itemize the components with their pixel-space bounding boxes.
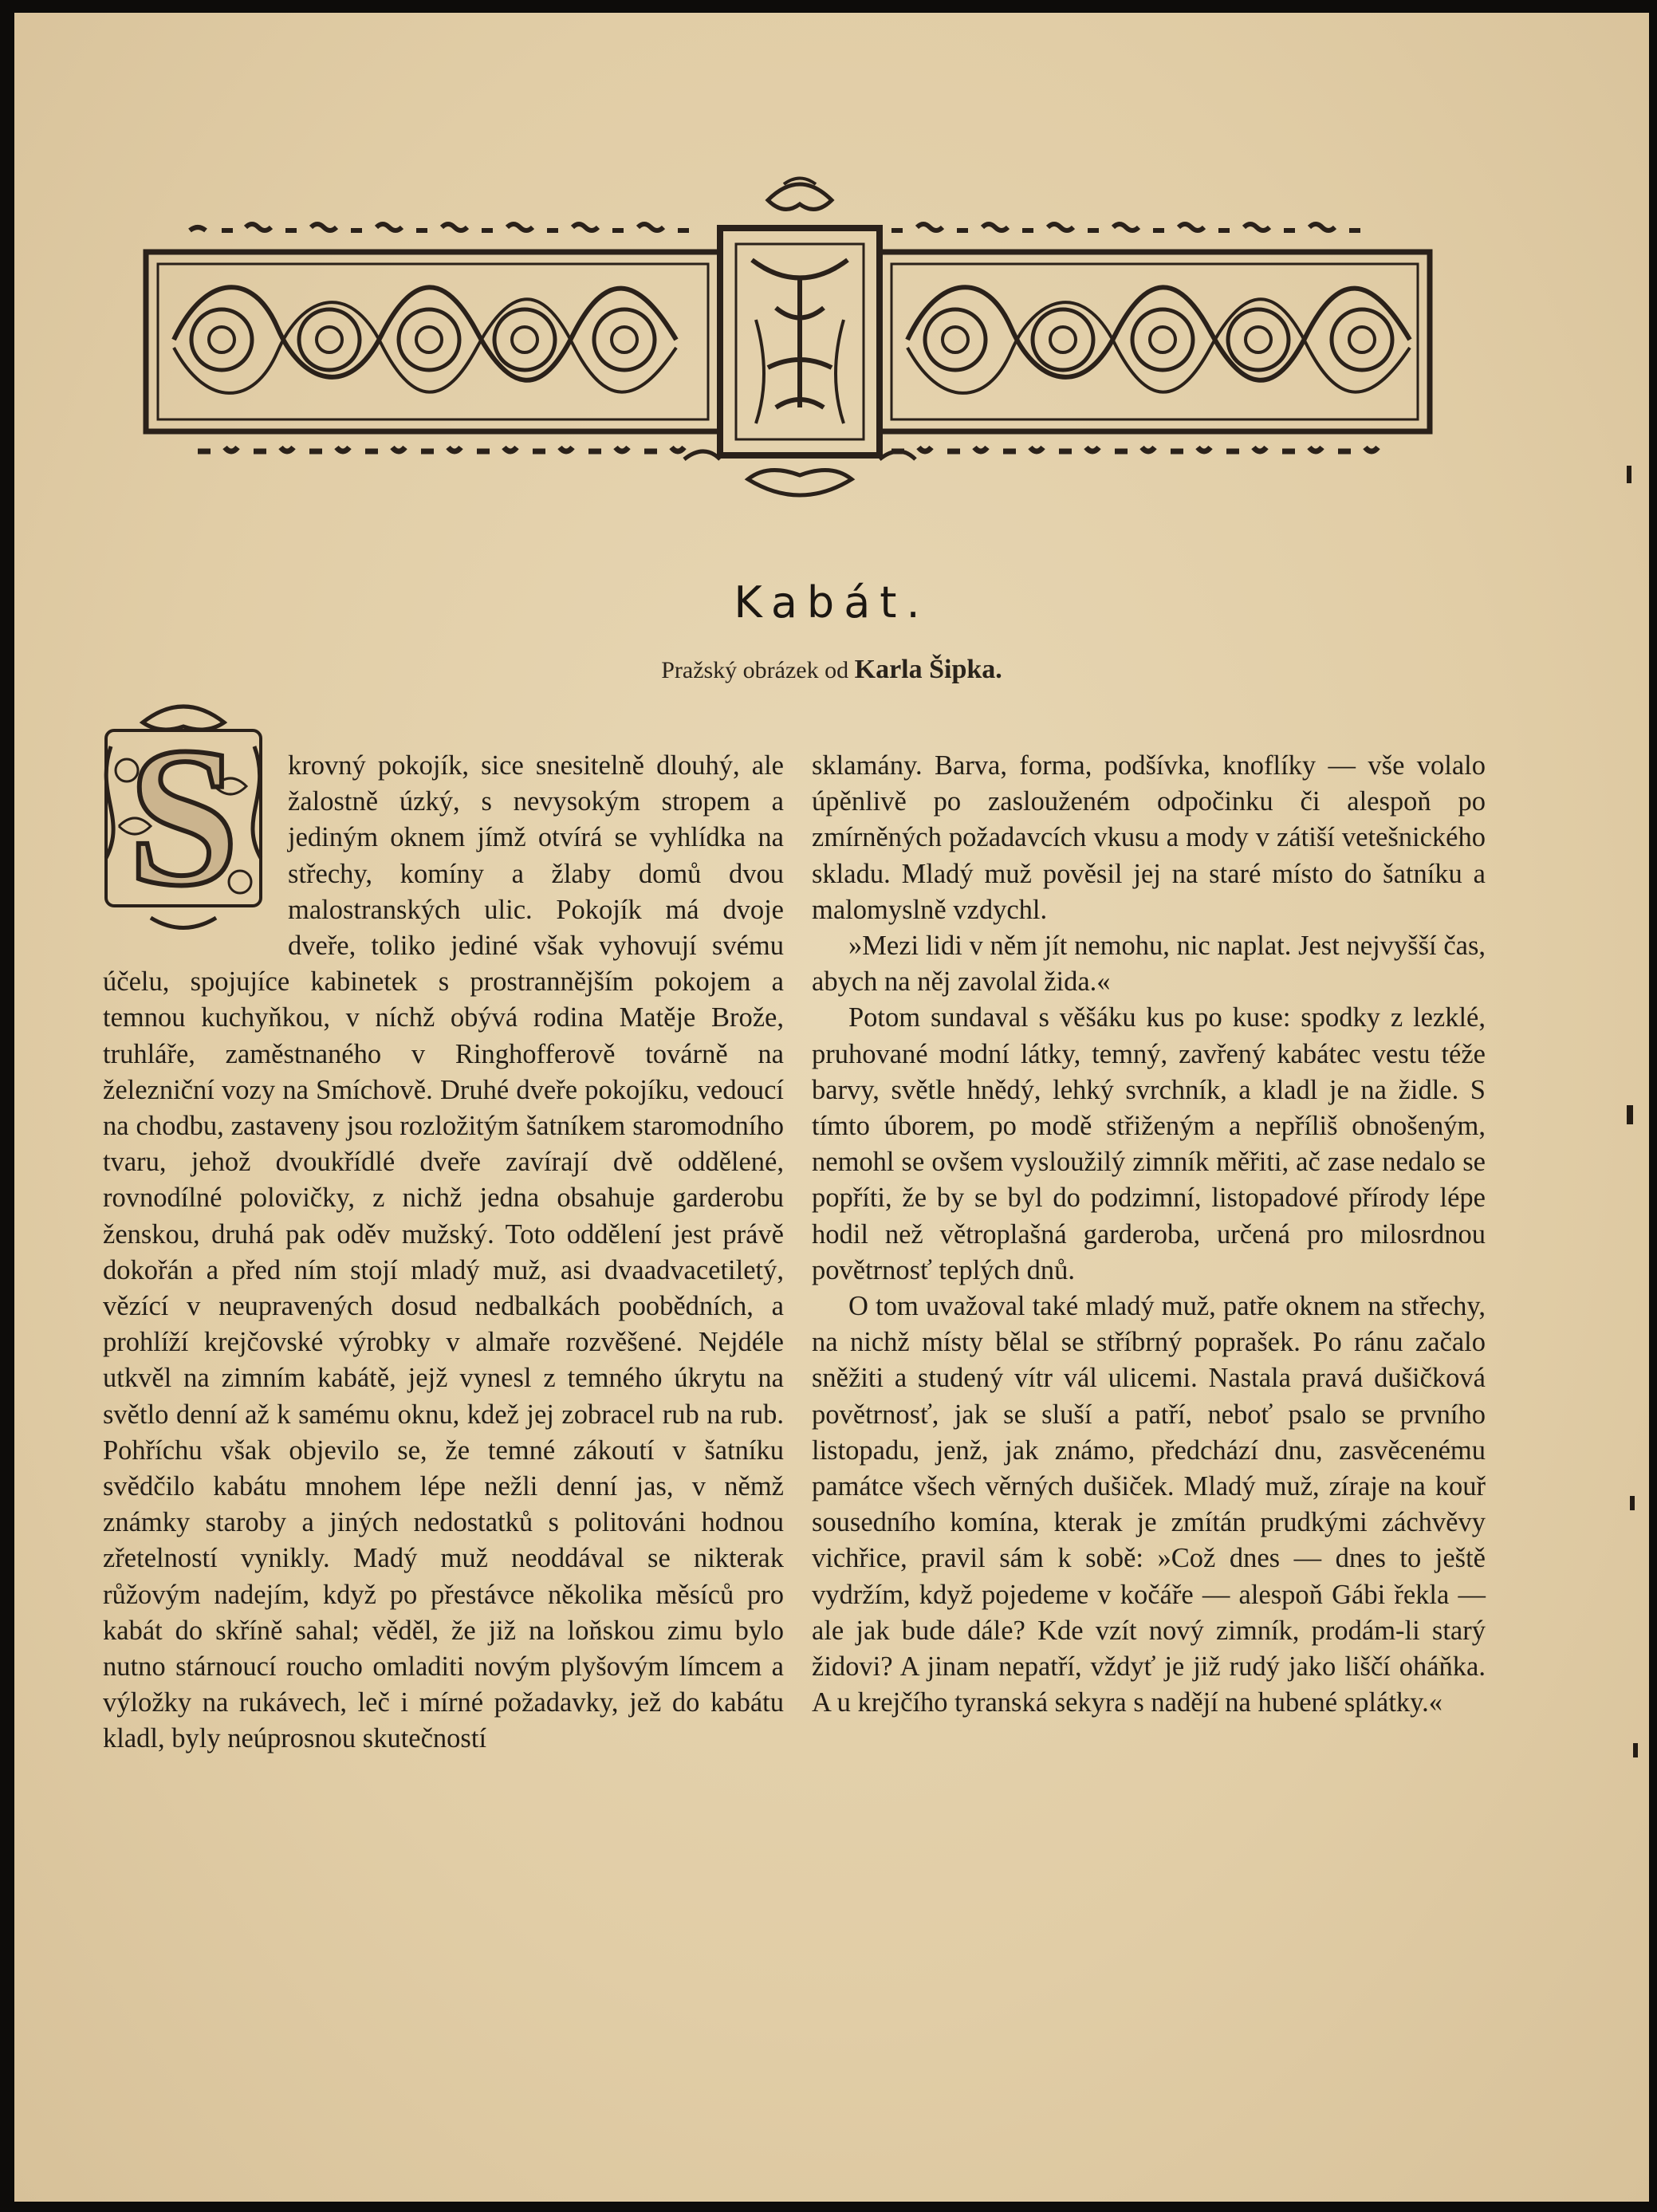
paragraph: krovný pokojík, sice snesitelně dlouhý, ale žalostně úzký, s nevysokým stropem a jediným oknem jímž otvírá se vyhlídka na střechy, komíny a žlaby domů dvou malostranských ulic. Pokojík má dvoje dveře, toliko jediné však vyhovují svému účelu, spojujíce kabinetek s prostrannějším pokojem a temnou kuchyňkou, v níchž obývá rodina Matěje Brože, truhláře, zaměstnaného v Ringhofferově továrně na železniční vozy na Smíchově. Druhé dveře pokojíku, vedoucí na chodbu, zastaveny jsou rozložitým šatníkem staromodního tvaru, jehož dvoukřídlé dveře zavírají dvě oddělené, rovnodílné polovičky, z nichž jedna obsahuje garderobu ženskou, druhá pak oděv mužský. Toto oddělení jest právě dokořán a před ním stojí mladý muž, asi dvaadvacetiletý, vězící v neupravených dosud nedbalkách poobědních, a prohlíží krejčovské výrobky v almaře rozvěšené. Nejdéle utkvěl na zimním kabátě, jejž vynesl z temného úkrytu na světlo denní až k samému oknu, kdež jej zobracel rub na rub. Pohříchu však objevilo se, že temné zákoutí v šatníku svědčilo kabátu mnohem lépe nežli denní jas, v němž známky staroby a jiných nedostatků s politováni hodnou zřetelností vynikly. Madý muž neoddával se nikterak růžovým nadejím, když po přestávce několika měsíců pro kabát do skříně sahal; věděl, že již na loňskou zimu bylo nutno stárnoucí roucho omladiti novým plyšovým límcem a výložky na rukávech, leč i mírné požadavky, jež do kabátu kladl, byly neúprosnou skutečností: [103, 750, 784, 1754]
left-column: [103, 707, 784, 1757]
paragraph: sklamány. Barva, forma, podšívka, knoflíky — vše volalo úpěnlivě po zaslouženém odpočinku či alespoň po zmírněných požadavcích vkusu a mody v zátiší vetešnického skladu. Mladý muž pověsil jej na staré místo do šatníku a malomyslně vzdychl.: [812, 750, 1486, 925]
edge-mark: [1633, 1743, 1638, 1757]
article-author: Karla Šipka.: [854, 655, 1002, 684]
decorative-initial: [95, 699, 272, 935]
ornamental-headpiece: [126, 168, 1450, 511]
edge-mark: [1630, 1496, 1635, 1510]
paragraph: O tom uvažoval také mladý muž, patře oknem na střechy, na nichž místy bělal se stříbrný poprašek. Po ránu začalo sněžiti a studený vítr vál ulicemi. Nastala pravá dušičková povětrnosť, jak se sluší a patří, neboť psalo se prvního listopadu, jenž, jak známo, předchází dnu, zasvěcenému památce všech věrných dušiček. Mladý muž, zíraje na kouř sousedního komína, kterak je zmítán prudkými záchvěvy vichřice, pravil sám k sobě: »Což dnes — dnes to ještě vydržím, když pojedeme v kočáře — alespoň Gábi řekla — ale jak bude dále? Kde vzít nový zimník, prodám-li starý židovi? A jinam nepatří, vždyť je již rudý jako liščí oháňka. A u krejčího tyranská sekyra s nadějí na hubené splátky.«: [812, 1291, 1486, 1718]
article-title: Kabát.: [734, 577, 930, 628]
edge-mark: [1627, 466, 1631, 483]
edge-mark: [1627, 1105, 1633, 1124]
article-subtitle: [14, 655, 1649, 685]
paragraph: Potom sundaval s věšáku kus po kuse: spodky z lezklé, pruhované modní látky, temný, zavřený kabátec vestu téže barvy, světle hnědý, lehký svrchník, a kladl je na židle. S tímto úborem, po modě střiženým a nepříliš obnošeným, nemohl se ovšem vysloužilý zimník měřiti, ač zase nedalo se popříti, že by se byl do podzimní, listopadové přírody lépe hodil než větroplašná garderoba, určená pro milosrdnou povětrnosť teplých dnů.: [812, 1002, 1486, 1285]
paragraph: »Mezi lidi v něm jít nemohu, nic naplat. Jest nejvyšší čas, abych na něj zavolal žida.«: [812, 931, 1486, 998]
subtitle-prefix: Pražský obrázek od: [661, 657, 849, 683]
book-page: [14, 13, 1649, 2202]
dropcap-letter: S: [128, 707, 239, 927]
right-column: [812, 748, 1486, 1721]
